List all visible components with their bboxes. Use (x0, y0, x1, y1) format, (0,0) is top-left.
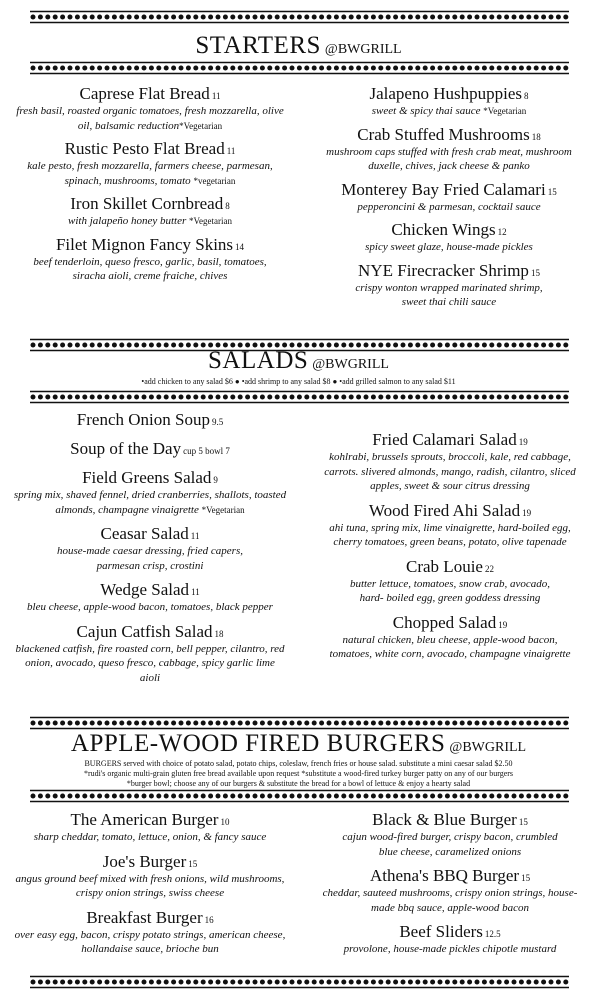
item-description: house-made caesar dressing, fried capers, parmesan crisp, crostini (57, 545, 243, 572)
divider-band (30, 716, 569, 730)
menu-item (8, 580, 292, 615)
menu-item (8, 410, 292, 430)
item-description: sweet & spicy thai sauce *Vegetarian (371, 105, 527, 117)
salads-right-column (312, 430, 588, 662)
item-description: butter lettuce, tomatoes, snow crab, avocado, hard- boiled egg, green goddess dressing (349, 577, 551, 604)
menu-item (312, 810, 588, 859)
menu-item (310, 125, 588, 174)
item-price: 18 (531, 131, 541, 142)
salads-left-column (8, 410, 292, 685)
item-name: French Onion Soup (76, 410, 210, 429)
item-description: kale pesto, fresh mozzarella, farmers cheese, parmesan, spinach, mushrooms, tomato *vegetarian (27, 160, 273, 187)
menu-item (8, 810, 292, 845)
vegetarian-note: *Vegetarian (179, 120, 223, 131)
item-name: Black & Blue Burger (372, 810, 517, 829)
menu-item (10, 235, 290, 284)
menu-item (312, 613, 588, 662)
item-price: 14 (235, 241, 245, 252)
item-price: 22 (484, 563, 494, 574)
item-description: beef tenderloin, queso fresco, garlic, basil, tomatoes, siracha aioli, creme fraiche, chives (33, 255, 267, 282)
item-name: Iron Skillet Cornbread (70, 194, 224, 213)
vegetarian-note: *Vegetarian (483, 106, 527, 116)
item-description: mushroom caps stuffed with fresh crab meat, mushroom duxelle, chives, jack cheese & panko (326, 145, 572, 172)
item-description: over easy egg, bacon, crispy potato strings, american cheese, hollandaise sauce, brioche bun (14, 928, 286, 955)
section-title: STARTERS (195, 32, 321, 59)
item-price: 11 (226, 146, 236, 156)
menu-item (312, 430, 588, 494)
dotted-rule (30, 789, 569, 803)
menu-item (312, 922, 588, 957)
item-name: Fried Calamari Salad (372, 430, 517, 449)
burgers-left-column (8, 810, 292, 957)
item-description: ahi tuna, spring mix, lime vinaigrette, hard-boiled egg, cherry tomatoes, green beans, potato, olive tapenade (329, 521, 571, 548)
item-description: spring mix, shaved fennel, dried cranberries, shallots, toasted almonds, champagne vinaigrette *Vegetarian (13, 489, 287, 516)
item-name: Joe's Burger (102, 851, 187, 871)
divider-band (30, 61, 569, 75)
menu-item (312, 557, 588, 606)
item-price: 19 (522, 507, 532, 518)
item-description: provolone, house-made pickles chipotle mustard (343, 943, 557, 955)
dotted-rule (30, 975, 569, 989)
menu-item (310, 84, 588, 119)
item-price: 9 (213, 475, 218, 485)
item-price: 15 (188, 858, 198, 869)
item-price: 15 (530, 267, 540, 278)
item-name: Crab Louie (406, 556, 483, 576)
item-name: Crab Stuffed Mushrooms (357, 124, 530, 144)
menu-item (8, 622, 292, 686)
item-name: Monterey Bay Fried Calamari (341, 179, 546, 199)
item-name: Field Greens Salad (82, 468, 212, 487)
divider-band (30, 10, 569, 24)
dotted-rule (30, 61, 569, 75)
menu-item (8, 852, 292, 901)
menu-item (8, 524, 292, 573)
burger-note: *burger bowl; choose any of our burgers & substitute the bread for a bowl of lettuce & enjoy a hearty salad (126, 779, 471, 788)
salad-addons: •add chicken to any salad $6 ● •add shrimp to any salad $8 ● •add grilled salmon to any salad $11 (141, 377, 456, 386)
item-price: 11 (190, 531, 200, 541)
item-name: Beef Sliders (399, 922, 483, 941)
item-name: Chicken Wings (391, 220, 496, 239)
item-name: Wood Fired Ahi Salad (368, 500, 521, 520)
menu-item (312, 501, 588, 550)
menu-item (8, 468, 292, 517)
menu-item (10, 139, 290, 188)
burgers-heading (0, 730, 597, 758)
section-handle: @BWGRILL (324, 42, 402, 57)
section-title: APPLE-WOOD FIRED BURGERS (70, 730, 446, 757)
item-price: 12.5 (484, 929, 501, 939)
menu-item (310, 220, 588, 255)
divider-band (30, 789, 569, 803)
menu-item (10, 84, 290, 133)
item-description: kohlrabi, brussels sprouts, broccoli, kale, red cabbage, carrots. slivered almonds, mango, radish, cilantro, sliced apples, sweet & sour citrus dressing (324, 451, 576, 492)
item-price: 15 (521, 873, 531, 883)
section-handle: @BWGRILL (449, 740, 527, 755)
item-price: 9.5 (211, 417, 224, 427)
item-description: bleu cheese, apple-wood bacon, tomatoes, black pepper (27, 601, 273, 613)
item-name: Athena's BBQ Burger (369, 866, 520, 885)
item-name: Caprese Flat Bread (79, 84, 210, 103)
menu-item (8, 439, 292, 459)
item-name: NYE Firecracker Shrimp (358, 260, 529, 280)
item-price: 16 (204, 914, 214, 925)
item-description: blackened catfish, fire roasted corn, bell pepper, cilantro, red onion, avocado, queso fresco, cabbage, spicy garlic lime aioli (15, 642, 285, 684)
item-name: The American Burger (70, 810, 219, 829)
item-description: pepperoncini & parmesan, cocktail sauce (357, 200, 541, 213)
item-name: Filet Mignon Fancy Skins (55, 234, 234, 254)
menu-item (10, 194, 290, 229)
salads-heading (0, 347, 597, 375)
vegetarian-note: *Vegetarian (189, 216, 232, 226)
item-description: cajun wood-fired burger, crispy bacon, crumbled blue cheese, caramelized onions (342, 831, 558, 858)
divider-band (30, 390, 569, 404)
item-name: Cajun Catfish Salad (76, 621, 213, 641)
starters-heading (0, 32, 597, 60)
item-name: Wedge Salad (100, 580, 190, 599)
item-description: with jalapeño honey butter *Vegetarian (68, 215, 232, 227)
item-price: 15 (518, 817, 528, 827)
burger-note: *rudi's organic multi-grain gluten free bread available upon request *substitute a wood-fired turkey burger patty on any of our burgers (83, 769, 514, 778)
vegetarian-note: *Vegetarian (201, 504, 245, 515)
item-description: spicy sweet glaze, house-made pickles (365, 241, 533, 253)
item-name: Rustic Pesto Flat Bread (64, 139, 225, 158)
dotted-rule (30, 390, 569, 404)
item-description: natural chicken, bleu cheese, apple-wood bacon, tomatoes, white corn, avocado, champagne vinaigrette (329, 633, 571, 660)
burger-note: BURGERS served with choice of potato salad, potato chips, coleslaw, french fries or house salad. substitute a mini caesar salad $2.50 (84, 759, 513, 768)
item-description: crispy wonton wrapped marinated shrimp, sweet thai chili sauce (355, 281, 543, 308)
item-price: cup 5 bowl 7 (183, 446, 230, 456)
vegetarian-note: *vegetarian (193, 175, 236, 186)
item-price: 11 (191, 587, 200, 597)
item-description: cheddar, sauteed mushrooms, crispy onion strings, house- made bbq sauce, apple-wood bacon (322, 887, 578, 914)
item-price: 15 (547, 186, 557, 197)
item-price: 8 (225, 201, 230, 211)
item-name: Jalapeno Hushpuppies (369, 84, 522, 103)
dotted-rule (30, 716, 569, 730)
menu-item (310, 180, 588, 215)
item-price: 11 (211, 91, 221, 101)
item-name: Breakfast Burger (86, 907, 203, 927)
starters-left-column (10, 84, 290, 284)
item-price: 18 (214, 628, 224, 639)
section-handle: @BWGRILL (312, 357, 389, 372)
menu-item (8, 908, 292, 957)
item-description: sharp cheddar, tomato, lettuce, onion, & fancy sauce (33, 831, 267, 843)
item-name: Chopped Salad (392, 612, 497, 632)
divider-band (30, 975, 569, 989)
dotted-rule (30, 10, 569, 24)
menu-item (312, 866, 588, 915)
starters-right-column (310, 84, 588, 310)
item-description: fresh basil, roasted organic tomatoes, fresh mozzarella, olive oil, balsamic reduction*Vegetarian (16, 105, 284, 132)
item-price: 8 (524, 91, 529, 101)
item-price: 10 (220, 817, 230, 827)
section-title: SALADS (208, 347, 309, 374)
item-price: 19 (498, 619, 508, 630)
item-price: 12 (497, 227, 507, 237)
item-description: angus ground beef mixed with fresh onions, wild mushrooms, crispy onion strings, swiss cheese (15, 872, 285, 899)
item-name: Ceasar Salad (100, 524, 189, 543)
burgers-right-column (312, 810, 588, 957)
item-price: 19 (518, 437, 528, 447)
item-name: Soup of the Day (70, 439, 182, 458)
menu-item (310, 261, 588, 310)
